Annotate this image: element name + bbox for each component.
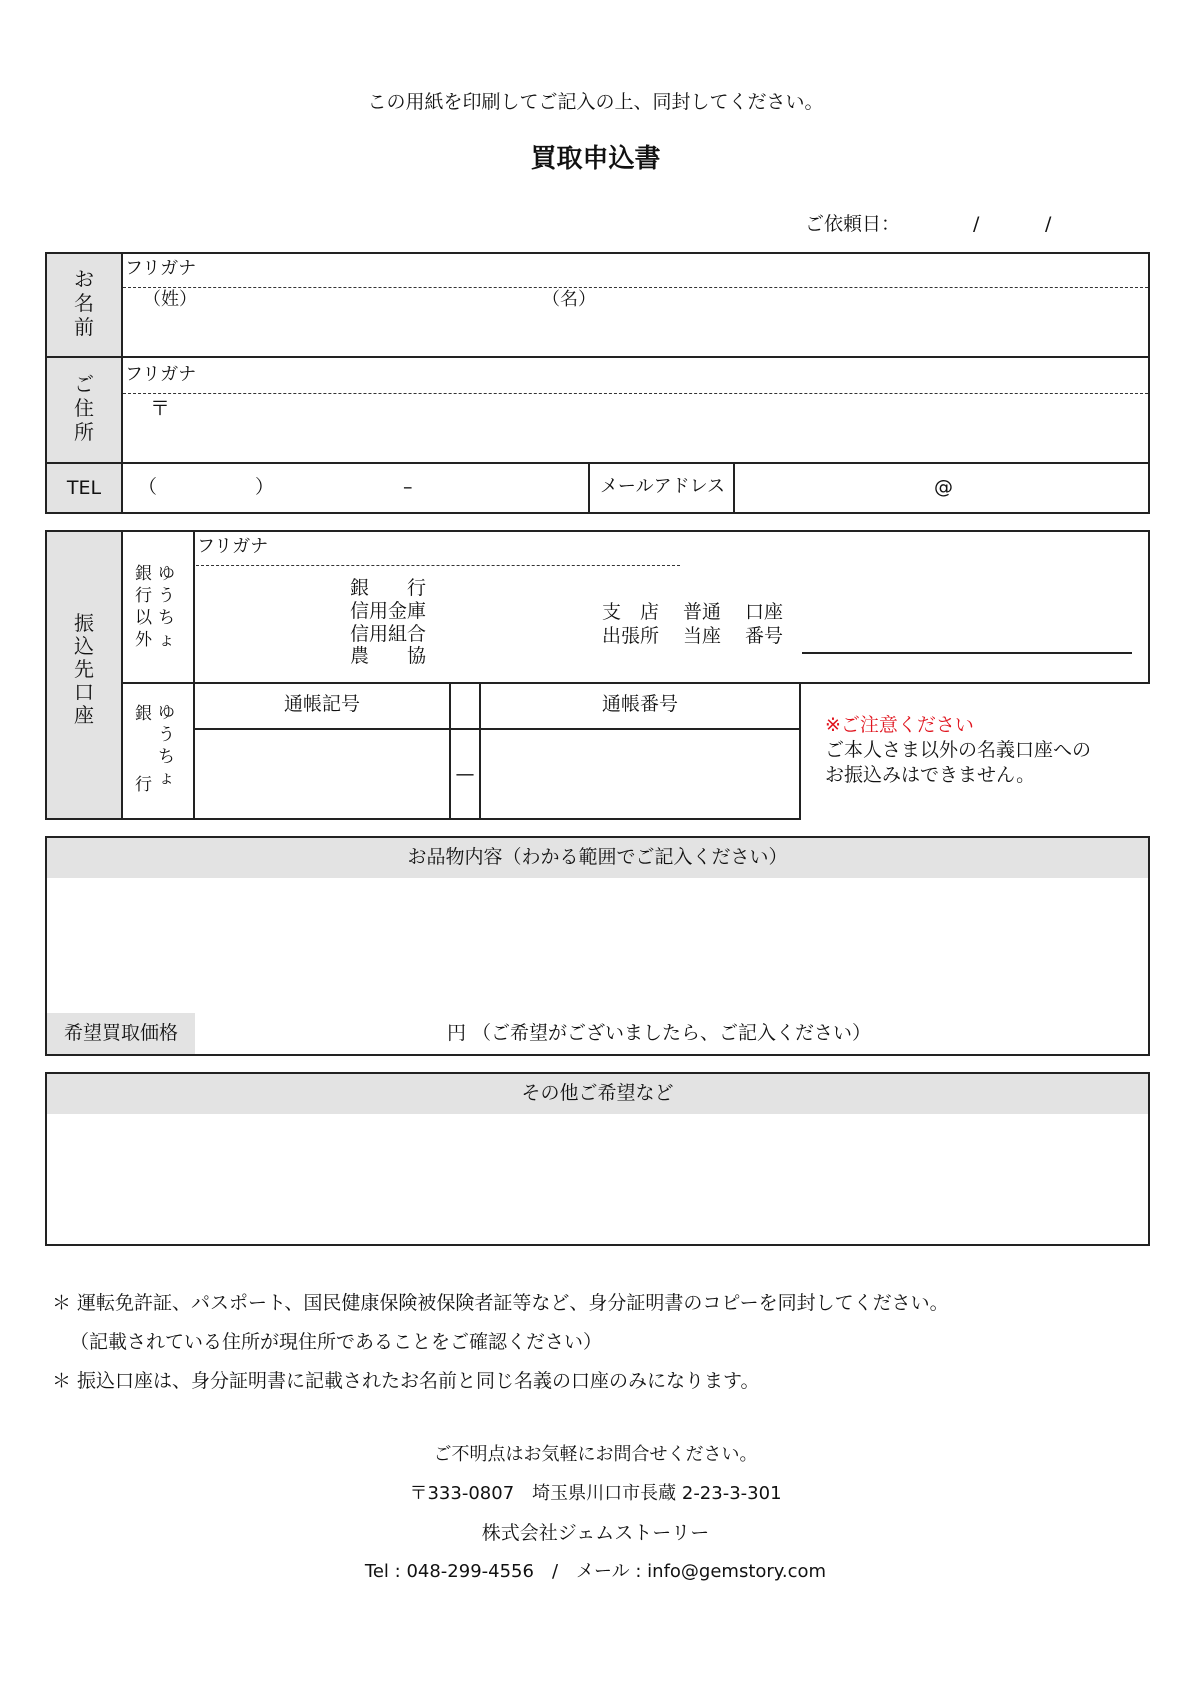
tel-label: TEL — [66, 477, 102, 499]
bank-name-input[interactable] — [200, 585, 350, 625]
branch-name-input[interactable] — [450, 595, 590, 635]
first-name-input[interactable] — [610, 300, 1140, 350]
branch-type-options — [602, 601, 659, 649]
footer-company: 株式会社ジェムストーリー — [481, 1522, 710, 1544]
account-number-line — [802, 652, 1132, 654]
email-label: メールアドレス — [599, 476, 726, 497]
tel-paren-close: ） — [255, 476, 275, 498]
notice-line-2: お振込みはできません。 — [825, 764, 1036, 786]
items-textarea[interactable] — [50, 882, 1145, 1008]
note-2: ＊ 振込口座は、身分証明書に記載されたお名前と同じ名義の口座のみになります。 — [52, 1370, 760, 1392]
name-label: お 名 前 — [74, 267, 94, 339]
last-name-input[interactable] — [215, 300, 525, 350]
address-furigana-input[interactable] — [215, 362, 1135, 390]
note-1-sub: （記載されている住所が現住所であることをご確認ください） — [70, 1331, 603, 1353]
bank-furigana-input[interactable] — [290, 535, 680, 561]
other-header: その他ご希望など — [521, 1082, 674, 1104]
last-name-label: （姓） — [143, 289, 197, 310]
email-input[interactable] — [745, 470, 1145, 508]
footer-address: 〒333-0807 埼玉県川口市長蔵 2-23-3-301 — [409, 1483, 782, 1504]
request-date-label: ご依頼日： — [805, 213, 901, 235]
option-nokyo[interactable]: 農 協 — [350, 645, 427, 668]
instruction-text: この用紙を印刷してご記入の上、同封してください。 — [367, 91, 824, 113]
option-current[interactable]: 当座 — [683, 624, 722, 647]
tel-input[interactable] — [160, 470, 580, 508]
bank-account-label: 振 込 先 口 座 — [74, 611, 94, 727]
yucho-label-col2: ゆ う ち ょ — [158, 703, 175, 789]
option-sub-branch[interactable]: 出張所 — [602, 624, 660, 647]
price-label: 希望買取価格 — [63, 1022, 178, 1044]
price-note: 円 （ご希望がございましたら、ご記入ください） — [447, 1022, 872, 1044]
items-header: お品物内容（わかる範囲でご記入ください） — [407, 846, 788, 868]
other-requests-textarea[interactable] — [50, 1118, 1145, 1240]
option-bank[interactable]: 銀 行 — [350, 577, 427, 599]
first-name-label: （名） — [542, 289, 596, 310]
postal-mark: 〒 — [150, 396, 170, 420]
option-shinkin[interactable]: 信用金庫 — [350, 599, 427, 622]
address-furigana-label: フリガナ — [125, 364, 197, 385]
bank-furigana-label: フリガナ — [197, 536, 269, 557]
non-yucho-label-col2: ゆ う ち ょ — [158, 564, 175, 651]
non-yucho-label-col1: 銀 行 以 外 — [135, 564, 152, 651]
footer-contact: Tel : 048-299-4556 / メール : info@gemstory.com — [364, 1561, 827, 1582]
notice-line-1: ご本人さま以外の名義口座への — [825, 739, 1092, 761]
passbook-symbol-input[interactable] — [200, 735, 445, 813]
account-type-options — [683, 601, 721, 649]
passbook-number-header: 通帳番号 — [601, 693, 678, 715]
name-furigana-input[interactable] — [215, 257, 1135, 285]
passbook-separator: — — [455, 763, 475, 785]
note-1: ＊ 運転免許証、パスポート、国民健康保険被保険者証等など、身分証明書のコピーを同封してください。 — [52, 1292, 949, 1314]
institution-type-options — [350, 577, 426, 668]
page-title: 買取申込書 — [530, 144, 661, 174]
passbook-symbol-header: 通帳記号 — [283, 693, 360, 715]
desired-price-input[interactable] — [210, 1016, 440, 1050]
name-furigana-label: フリガナ — [125, 258, 197, 279]
date-separator: / — [973, 213, 980, 235]
address-label: ご 住 所 — [74, 372, 94, 444]
option-branch[interactable]: 支 店 — [602, 601, 660, 623]
footer-inquiry: ご不明点はお気軽にお問合せください。 — [433, 1444, 758, 1465]
tel-paren-open: （ — [138, 476, 158, 498]
email-at-sign: @ — [934, 476, 953, 498]
option-shinkumi[interactable]: 信用組合 — [350, 622, 427, 645]
address-input[interactable] — [180, 400, 1140, 456]
yucho-label-col1: 銀 行 — [135, 704, 152, 795]
tel-dash: – — [403, 476, 413, 498]
passbook-number-input[interactable] — [485, 735, 795, 813]
account-number-input[interactable] — [805, 618, 1130, 650]
notice-title: ※ご注意ください — [825, 714, 974, 736]
account-number-label: 口座 番号 — [745, 601, 784, 647]
option-ordinary[interactable]: 普通 — [683, 601, 722, 623]
date-separator: / — [1045, 213, 1052, 235]
